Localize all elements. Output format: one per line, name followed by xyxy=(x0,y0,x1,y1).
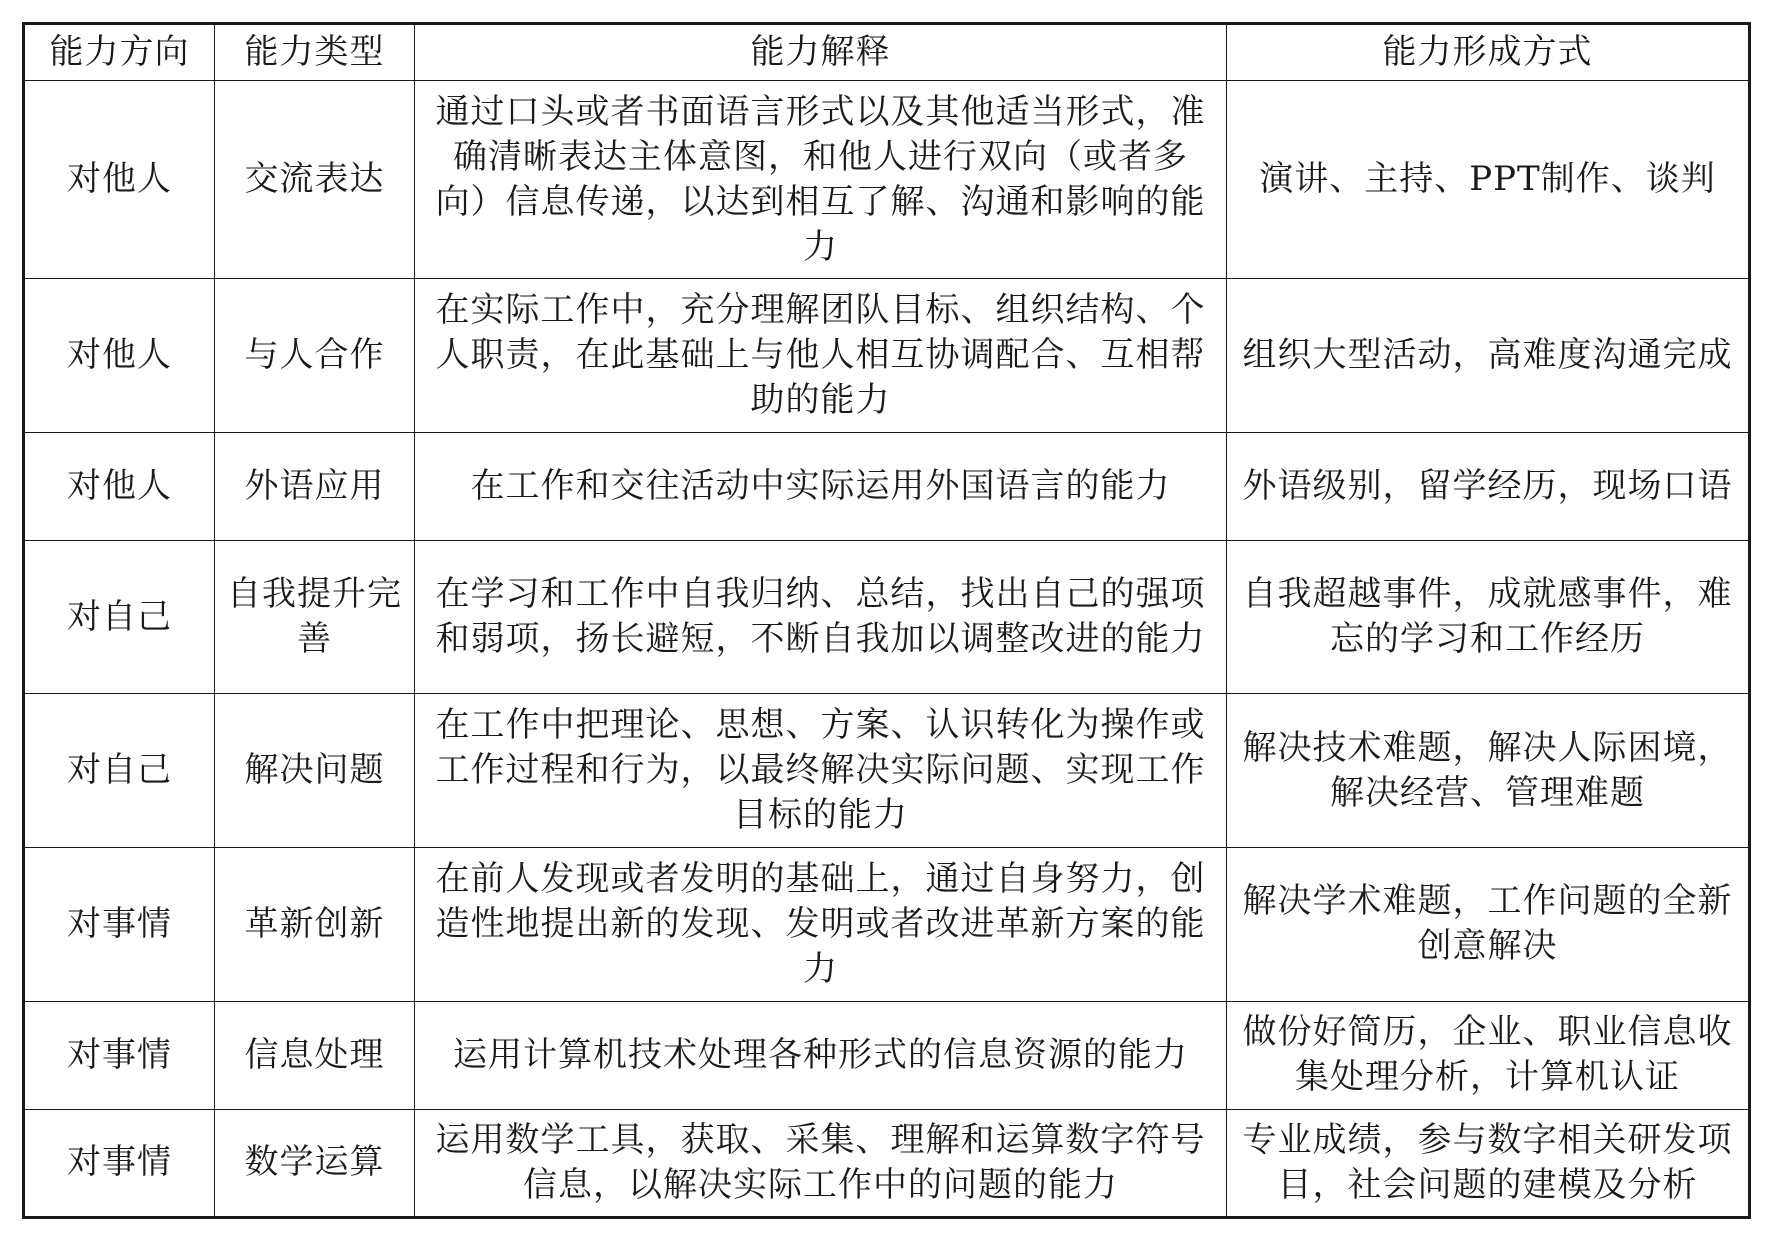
table-row xyxy=(24,432,1750,540)
table-row xyxy=(24,1001,1750,1109)
table-row xyxy=(24,848,1750,1002)
cell-method: 专业成绩，参与数字相关研发项目，社会问题的建模及分析 xyxy=(1227,1109,1750,1217)
cell-direction: 对自己 xyxy=(24,694,215,848)
cell-explanation: 在学习和工作中自我归纳、总结，找出自己的强项和弱项，扬长避短，不断自我加以调整改进的能力 xyxy=(415,540,1227,694)
cell-direction: 对事情 xyxy=(24,1109,215,1217)
cell-explanation: 通过口头或者书面语言形式以及其他适当形式，准确清晰表达主体意图，和他人进行双向（或者多向）信息传递，以达到相互了解、沟通和影响的能力 xyxy=(415,81,1227,279)
table-row xyxy=(24,81,1750,279)
cell-direction: 对他人 xyxy=(24,81,215,279)
cell-method: 演讲、主持、PPT制作、谈判 xyxy=(1227,81,1750,279)
cell-method: 自我超越事件，成就感事件，难忘的学习和工作经历 xyxy=(1227,540,1750,694)
cell-direction: 对他人 xyxy=(24,432,215,540)
cell-type: 革新创新 xyxy=(215,848,415,1002)
cell-explanation: 在工作中把理论、思想、方案、认识转化为操作或工作过程和行为，以最终解决实际问题、实现工作目标的能力 xyxy=(415,694,1227,848)
table-row xyxy=(24,540,1750,694)
cell-type: 数学运算 xyxy=(215,1109,415,1217)
table-header-row xyxy=(24,24,1750,81)
cell-direction: 对自己 xyxy=(24,540,215,694)
cell-type: 与人合作 xyxy=(215,279,415,433)
table-row xyxy=(24,1109,1750,1217)
cell-direction: 对事情 xyxy=(24,1001,215,1109)
cell-method: 解决学术难题，工作问题的全新创意解决 xyxy=(1227,848,1750,1002)
header-method: 能力形成方式 xyxy=(1227,24,1750,81)
header-explanation: 能力解释 xyxy=(415,24,1227,81)
cell-direction: 对事情 xyxy=(24,848,215,1002)
cell-type: 解决问题 xyxy=(215,694,415,848)
cell-explanation: 在工作和交往活动中实际运用外国语言的能力 xyxy=(415,432,1227,540)
cell-direction: 对他人 xyxy=(24,279,215,433)
cell-method: 做份好简历，企业、职业信息收集处理分析，计算机认证 xyxy=(1227,1001,1750,1109)
ability-table-container xyxy=(22,22,1748,1219)
cell-explanation: 在前人发现或者发明的基础上，通过自身努力，创造性地提出新的发现、发明或者改进革新方案的能力 xyxy=(415,848,1227,1002)
ability-table xyxy=(22,22,1751,1219)
table-row xyxy=(24,279,1750,433)
cell-method: 解决技术难题，解决人际困境，解决经营、管理难题 xyxy=(1227,694,1750,848)
cell-type: 信息处理 xyxy=(215,1001,415,1109)
cell-type: 外语应用 xyxy=(215,432,415,540)
cell-explanation: 运用计算机技术处理各种形式的信息资源的能力 xyxy=(415,1001,1227,1109)
cell-type: 自我提升完善 xyxy=(215,540,415,694)
cell-method: 组织大型活动，高难度沟通完成 xyxy=(1227,279,1750,433)
table-row xyxy=(24,694,1750,848)
header-type: 能力类型 xyxy=(215,24,415,81)
cell-type: 交流表达 xyxy=(215,81,415,279)
cell-method: 外语级别，留学经历，现场口语 xyxy=(1227,432,1750,540)
header-direction: 能力方向 xyxy=(24,24,215,81)
cell-explanation: 运用数学工具，获取、采集、理解和运算数字符号信息，以解决实际工作中的问题的能力 xyxy=(415,1109,1227,1217)
cell-explanation: 在实际工作中，充分理解团队目标、组织结构、个人职责，在此基础上与他人相互协调配合、互相帮助的能力 xyxy=(415,279,1227,433)
